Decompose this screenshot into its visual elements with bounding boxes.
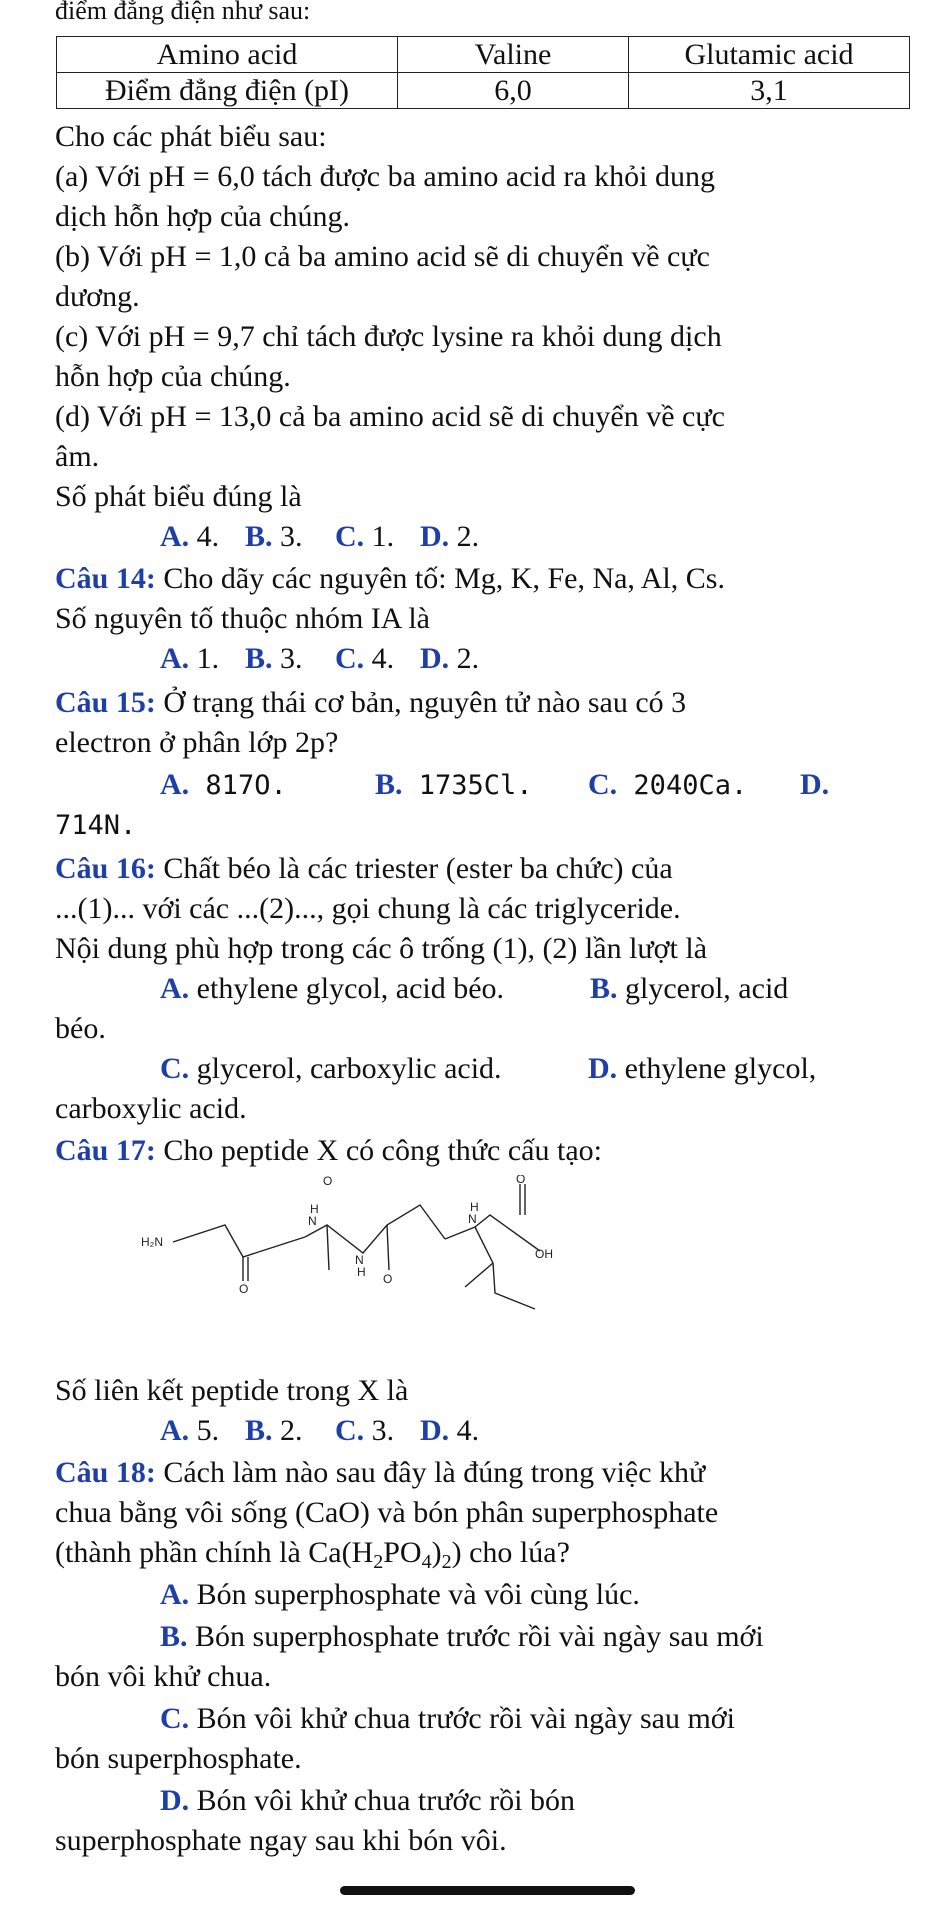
q17-option-d[interactable]: [420, 1414, 479, 1449]
q13-question: Số phát biểu đúng là: [55, 480, 302, 513]
option-text: ethylene glycol,: [617, 1052, 817, 1085]
q17-stem: [55, 1134, 602, 1169]
pi-table-cell: Điểm đẳng điện (pI): [57, 73, 398, 109]
q13-statement-d: (d) Với pH = 13,0 cả ba amino acid sẽ di chuyển về cực: [55, 400, 725, 433]
oxygen-label: O: [323, 1175, 333, 1188]
option-text: Bón superphosphate và vôi cùng lúc.: [189, 1578, 640, 1611]
q16-option-b-cont[interactable]: béo.: [55, 1012, 106, 1045]
question-text: Cho peptide X có công thức cấu tạo:: [155, 1134, 602, 1167]
option-letter: C.: [160, 1702, 190, 1735]
option-text: glycerol, carboxylic acid.: [189, 1052, 502, 1085]
option-letter: B.: [375, 768, 403, 801]
q13-option-b[interactable]: [245, 520, 303, 555]
q18-option-c[interactable]: [160, 1702, 735, 1737]
option-text: Bón vôi khử chua trước rồi vài ngày sau mới: [189, 1702, 735, 1735]
q13-statement-c-cont: hỗn hợp của chúng.: [55, 360, 291, 393]
q15-stem-cont: electron ở phân lớp 2p?: [55, 726, 339, 759]
q13-option-d[interactable]: [420, 520, 479, 555]
option-letter: D.: [160, 1784, 190, 1817]
option-text: glycerol, acid: [617, 972, 789, 1005]
pi-table-cell: 3,1: [629, 73, 910, 109]
question-label: Câu 17:: [55, 1134, 156, 1167]
oxygen-label: O: [383, 1272, 393, 1286]
subscript: 2: [441, 1551, 452, 1573]
oxygen-label: O: [516, 1175, 526, 1186]
hydrogen-label: H: [470, 1200, 479, 1214]
hydrogen-label: H: [357, 1265, 366, 1279]
q14-option-b[interactable]: [245, 642, 303, 677]
hydroxyl-label: OH: [535, 1247, 553, 1261]
subscript: 4: [421, 1551, 432, 1573]
option-letter: A.: [160, 520, 190, 553]
option-letter: A.: [160, 768, 190, 801]
option-text: 1735Cl.: [402, 770, 533, 801]
option-letter: D.: [420, 642, 450, 675]
q14-stem: [55, 562, 725, 597]
option-text: ethylene glycol, acid béo.: [189, 972, 505, 1005]
option-letter: D.: [420, 1414, 450, 1447]
q18-option-b-cont[interactable]: bón vôi khử chua.: [55, 1660, 272, 1693]
option-letter: B.: [160, 1620, 188, 1653]
pi-table-header-cell: Amino acid: [57, 37, 398, 73]
option-text: 2.: [449, 520, 480, 553]
q18-option-b[interactable]: [160, 1620, 764, 1655]
oxygen-label: O: [239, 1282, 249, 1296]
option-letter: D.: [800, 768, 830, 801]
q16-option-d[interactable]: [588, 1052, 816, 1087]
amine-group-label: H₂N: [141, 1235, 163, 1249]
option-letter: A.: [160, 1414, 190, 1447]
option-letter: C.: [335, 520, 365, 553]
q15-option-c[interactable]: [588, 768, 747, 803]
q14-stem-cont: Số nguyên tố thuộc nhóm IA là: [55, 602, 430, 635]
q18-stem: [55, 1456, 705, 1491]
option-letter: C.: [335, 1414, 365, 1447]
option-text: 2040Ca.: [617, 770, 748, 801]
question-text: Ở trạng thái cơ bản, nguyên tử nào sau có 3: [155, 686, 687, 719]
pi-table-row: [57, 73, 910, 109]
pi-table-cell: 6,0: [398, 73, 629, 109]
option-text: 3.: [272, 642, 303, 675]
formula-text: ) cho lúa?: [451, 1536, 570, 1569]
option-text: 5.: [189, 1414, 220, 1447]
header-cut-text: điểm đẳng điện như sau:: [55, 0, 311, 25]
q14-option-a[interactable]: [160, 642, 219, 677]
home-indicator-bar[interactable]: [340, 1886, 635, 1895]
q13-statement-c: (c) Với pH = 9,7 chỉ tách được lysine ra khỏi dung dịch: [55, 320, 722, 353]
option-text: Bón superphosphate trước rồi vài ngày sau mới: [187, 1620, 764, 1653]
option-text: 817O.: [189, 770, 287, 801]
q16-stem-cont: ...(1)... với các ...(2)..., gọi chung là các triglyceride.: [55, 892, 681, 925]
question-label: Câu 15:: [55, 686, 156, 719]
q13-statement-a: (a) Với pH = 6,0 tách được ba amino acid ra khỏi dung: [55, 160, 716, 193]
pi-table-header-cell: Glutamic acid: [629, 37, 910, 73]
option-text: 2.: [449, 642, 480, 675]
q16-option-d-cont[interactable]: carboxylic acid.: [55, 1092, 247, 1125]
option-text: 1.: [364, 520, 395, 553]
q16-stem: [55, 852, 673, 887]
q15-stem: [55, 686, 686, 721]
question-label: Câu 18:: [55, 1456, 156, 1489]
q16-option-c[interactable]: [160, 1052, 502, 1087]
option-text: 4.: [189, 520, 220, 553]
formula-text: ): [431, 1536, 442, 1569]
q16-option-a[interactable]: [160, 972, 504, 1007]
question-text: Chất béo là các triester (ester ba chức) của: [155, 852, 673, 885]
pi-table: [56, 36, 910, 109]
peptide-structure-diagram: [135, 1175, 555, 1325]
q18-option-d[interactable]: [160, 1784, 575, 1819]
question-text: Cho dãy các nguyên tố: Mg, K, Fe, Na, Al, Cs.: [155, 562, 725, 595]
q18-option-a[interactable]: [160, 1578, 640, 1613]
q18-stem-cont-2: [55, 1536, 570, 1574]
option-text: 2.: [272, 1414, 303, 1447]
q15-option-a[interactable]: [160, 768, 287, 803]
option-letter: B.: [245, 1414, 273, 1447]
q13-intro: Cho các phát biểu sau:: [55, 120, 327, 153]
q16-option-b[interactable]: [590, 972, 788, 1007]
q17-option-b[interactable]: [245, 1414, 303, 1449]
question-label: Câu 14:: [55, 562, 156, 595]
q17-question: Số liên kết peptide trong X là: [55, 1374, 409, 1407]
pi-table-header-cell: Valine: [398, 37, 629, 73]
option-text: 3.: [272, 520, 303, 553]
option-text: 1.: [189, 642, 220, 675]
question-text: Cách làm nào sau đây là đúng trong việc khử: [155, 1456, 706, 1489]
option-text: 4.: [364, 642, 395, 675]
question-label: Câu 16:: [55, 852, 156, 885]
q13-option-c[interactable]: [335, 520, 394, 555]
q16-stem-cont-2: Nội dung phù hợp trong các ô trống (1), (2) lần lượt là: [55, 932, 708, 965]
subscript: 2: [373, 1551, 384, 1573]
option-text: 3.: [364, 1414, 395, 1447]
option-letter: A.: [160, 642, 190, 675]
pi-table-header-row: [57, 37, 910, 73]
option-letter: C.: [160, 1052, 190, 1085]
q13-statement-b-cont: dương.: [55, 280, 140, 313]
q15-option-b[interactable]: [375, 768, 533, 803]
nitrogen-label: N: [468, 1212, 477, 1226]
formula-text: (thành phần chính là Ca(H: [55, 1536, 374, 1569]
q14-option-c[interactable]: [335, 642, 394, 677]
option-letter: D.: [420, 520, 450, 553]
q14-option-d[interactable]: [420, 642, 479, 677]
q13-statement-d-cont: âm.: [55, 440, 100, 473]
option-letter: B.: [245, 642, 273, 675]
nitrogen-label: N: [308, 1214, 317, 1228]
q18-stem-cont: chua bằng vôi sống (CaO) và bón phân superphosphate: [55, 1496, 719, 1529]
option-letter: B.: [590, 972, 618, 1005]
q18-option-d-cont[interactable]: superphosphate ngay sau khi bón vôi.: [55, 1824, 507, 1857]
option-letter: A.: [160, 972, 190, 1005]
q18-option-c-cont[interactable]: bón superphosphate.: [55, 1742, 302, 1775]
q15-option-d-cont[interactable]: 714N.: [55, 810, 137, 841]
option-text: 4.: [449, 1414, 480, 1447]
option-letter: C.: [588, 768, 618, 801]
option-letter: C.: [335, 642, 365, 675]
option-letter: B.: [245, 520, 273, 553]
hydrogen-label: H: [310, 1202, 319, 1216]
option-letter: D.: [588, 1052, 618, 1085]
q15-option-d[interactable]: [800, 768, 829, 803]
q13-statement-b: (b) Với pH = 1,0 cả ba amino acid sẽ di chuyển về cực: [55, 240, 710, 273]
q17-option-a[interactable]: [160, 1414, 219, 1449]
option-text: Bón vôi khử chua trước rồi bón: [189, 1784, 575, 1817]
nitrogen-label: N: [355, 1253, 364, 1267]
q17-option-c[interactable]: [335, 1414, 394, 1449]
option-letter: A.: [160, 1578, 190, 1611]
q13-option-a[interactable]: [160, 520, 219, 555]
q13-statement-a-cont: dịch hỗn hợp của chúng.: [55, 200, 350, 233]
formula-text: PO: [383, 1536, 422, 1569]
